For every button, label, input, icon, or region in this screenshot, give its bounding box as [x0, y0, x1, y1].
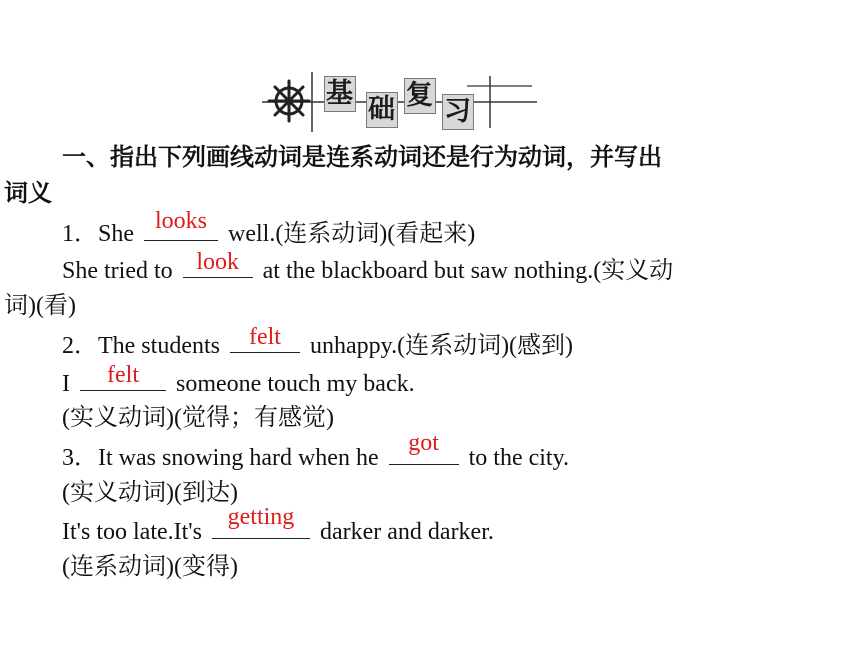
answer-text: look: [196, 249, 239, 275]
answer-text: got: [408, 430, 439, 456]
banner-char-3: 复: [406, 80, 433, 111]
banner-char-2: 础: [368, 94, 395, 125]
item-line-9: [62, 504, 494, 547]
item-line-7: [62, 430, 570, 473]
item-suffix: well.(连系动词)(看起来): [222, 221, 476, 247]
item-prefix: 3．It was snowing hard when he: [62, 445, 385, 471]
exercise-heading-line2: 词义: [4, 179, 52, 207]
answer-blank: [389, 430, 459, 465]
item-suffix: someone touch my back.: [170, 371, 415, 397]
answer-text: felt: [248, 324, 281, 350]
item-prefix: I: [62, 371, 76, 397]
answer-text: looks: [154, 208, 207, 234]
item-prefix: She tried to: [62, 258, 179, 284]
item-line-5: [62, 362, 415, 399]
item-suffix: at the blackboard but saw nothing.(实义动: [256, 258, 674, 284]
item-line-4: [62, 324, 574, 361]
exercise-heading-line1: 一、指出下列画线动词是连系动词还是行为动词，并写出: [62, 143, 662, 171]
answer-blank: [212, 504, 310, 539]
item-line-10: (连系动词)(变得): [62, 554, 238, 580]
item-line-6: (实义动词)(觉得；有感觉): [62, 405, 334, 431]
item-line-8: (实义动词)(到达): [62, 480, 238, 506]
answer-text: getting: [227, 504, 295, 530]
item-line-2: [62, 249, 674, 286]
answer-text: felt: [107, 362, 139, 388]
item-prefix: 2．The students: [62, 333, 226, 359]
answer-blank: [144, 208, 218, 241]
answer-blank: [230, 324, 300, 353]
ship-wheel-icon: [266, 78, 312, 124]
section-banner: [262, 72, 537, 134]
item-prefix: It's too late.It's: [62, 519, 208, 545]
item-prefix: 1．She: [62, 221, 140, 247]
item-suffix: darker and darker.: [313, 519, 494, 545]
answer-blank: [183, 249, 253, 278]
item-line-3: 词)(看): [4, 293, 76, 319]
item-line-1: [62, 208, 476, 249]
item-suffix: to the city.: [462, 445, 570, 471]
answer-blank: [80, 362, 166, 391]
banner-char-4: 习: [444, 96, 471, 127]
item-suffix: unhappy.(连系动词)(感到): [303, 333, 574, 359]
banner-char-1: 基: [326, 78, 353, 109]
